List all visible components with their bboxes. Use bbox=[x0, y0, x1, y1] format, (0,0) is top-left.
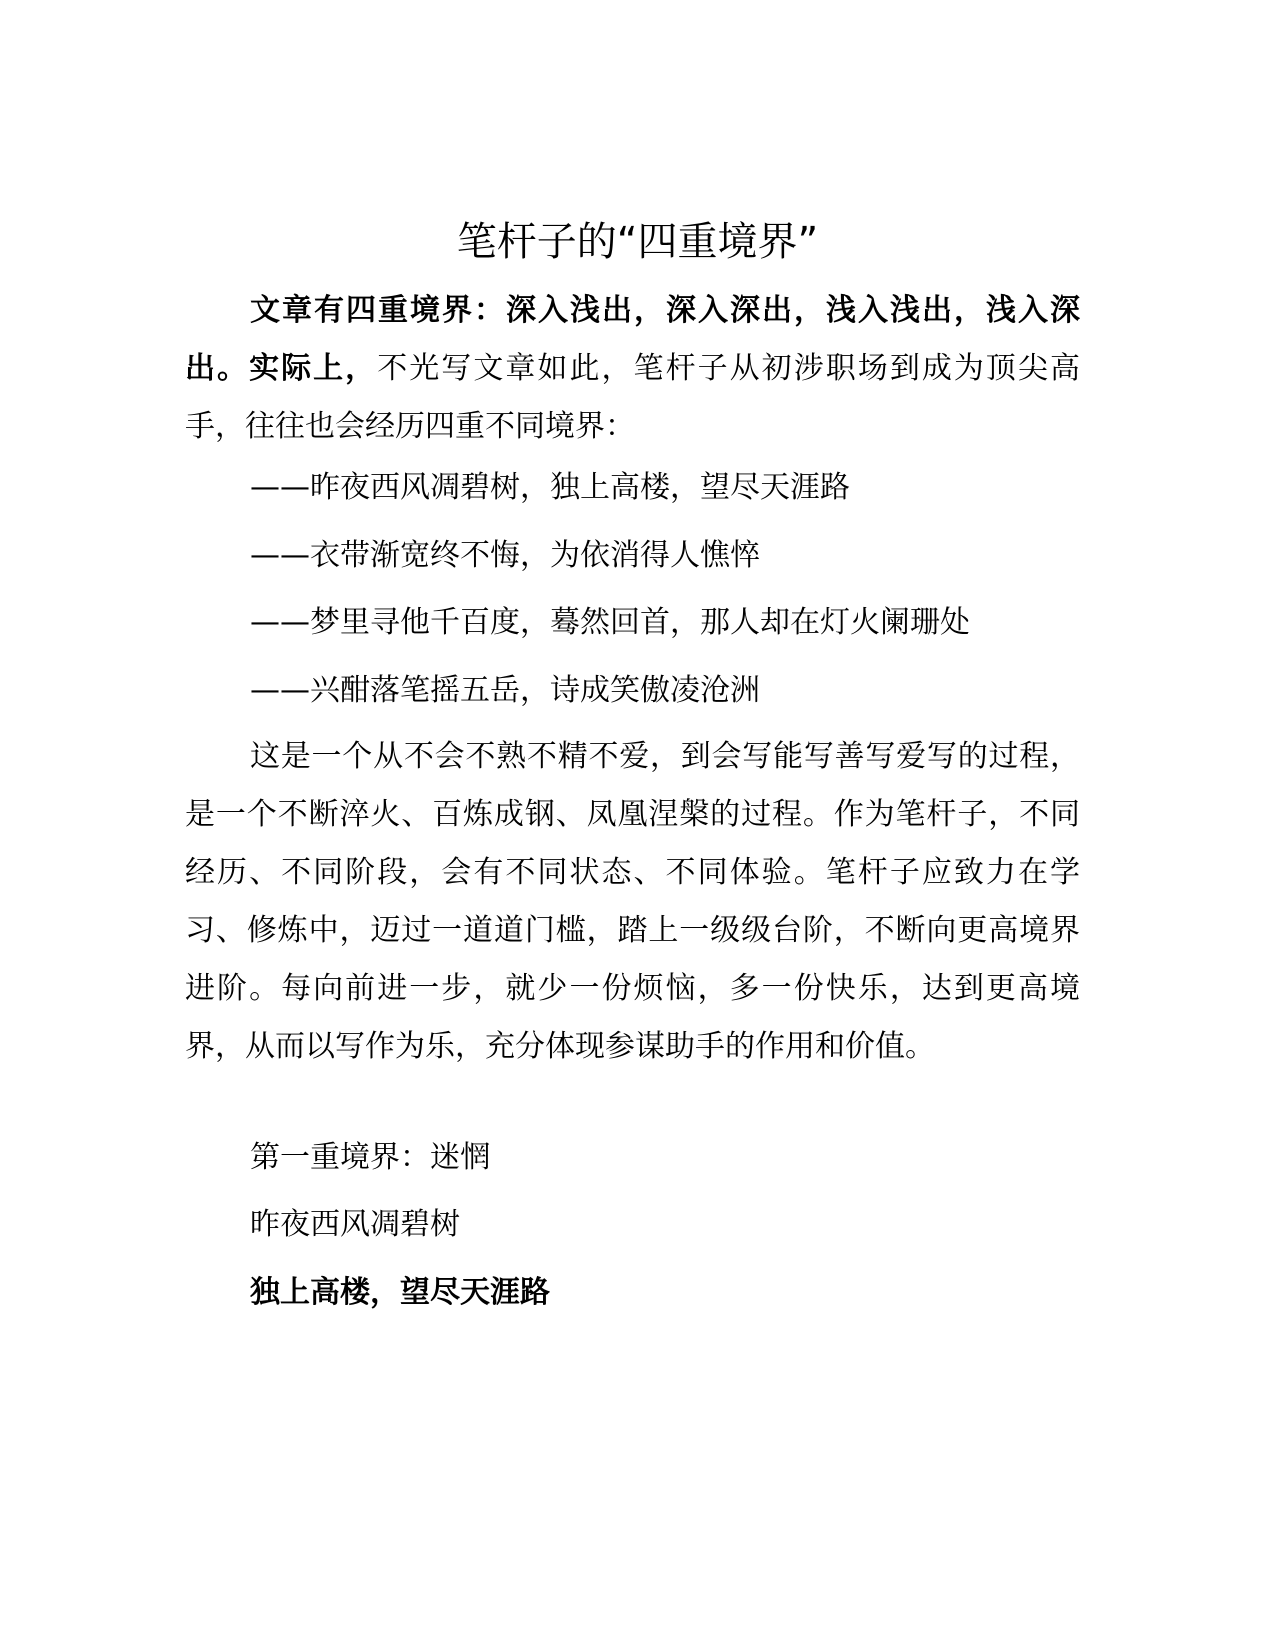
verse-line-3: ——梦里寻他千百度，蓦然回首，那人却在灯火阑珊处 bbox=[250, 605, 970, 640]
verse-line-4: ——兴酣落笔摇五岳，诗成笑傲凌沧洲 bbox=[250, 673, 760, 708]
intro-paragraph bbox=[185, 282, 1080, 456]
verse-line-1: ——昨夜西风凋碧树，独上高楼，望尽天涯路 bbox=[250, 470, 850, 505]
verse-line-2: ——衣带渐宽终不悔，为依消得人憔悴 bbox=[250, 538, 760, 573]
section-line-2: 独上高楼，望尽天涯路 bbox=[250, 1275, 550, 1310]
document-title: 笔杆子的“四重境界” bbox=[456, 219, 819, 265]
section-line-1: 昨夜西风凋碧树 bbox=[250, 1207, 460, 1242]
section-heading: 第一重境界：迷惘 bbox=[250, 1140, 490, 1175]
intro-lead-text: 文章有四重境界：深入浅出，深入深出，浅入浅出，浅入深出。实际上， bbox=[185, 293, 1080, 386]
body-paragraph: 这是一个从不会不熟不精不爱，到会写能写善写爱写的过程，是一个不断淬火、百炼成钢、凤凰涅槃的过程。作为笔杆子，不同经历、不同阶段，会有不同状态、不同体验。笔杆子应致力在学习、修炼中，迈过一道道门槛，踏上一级级台阶，不断向更高境界进阶。每向前进一步，就少一份烦恼，多一份快乐，达到更高境界，从而以写作为乐，充分体现参谋助手的作用和价值。 bbox=[185, 739, 1080, 1064]
intro-rest-text: 不光写文章如此，笔杆子从初涉职场到成为顶尖高手，往往也会经历四重不同境界： bbox=[185, 351, 1081, 444]
